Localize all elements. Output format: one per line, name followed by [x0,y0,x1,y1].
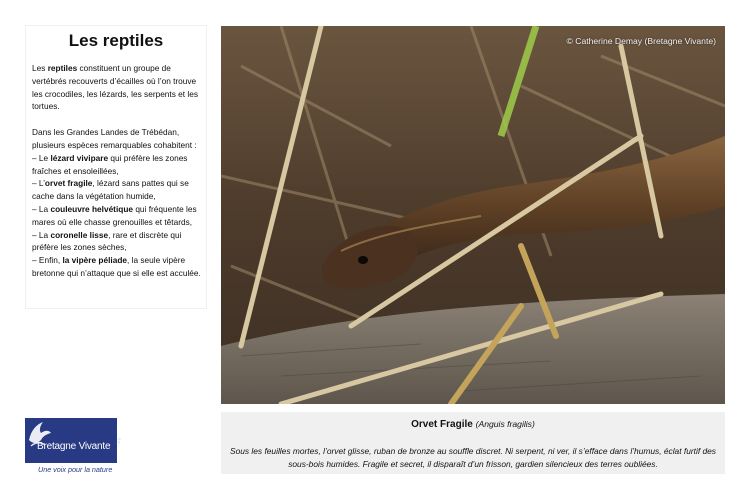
species-name: coronelle lisse [50,229,109,240]
caption-title [221,419,725,430]
caption-text: Sous les feuilles mortes, l’orvet glisse, ruban de bronze au souffle discret. Ni serpent, ni ver, il s’efface dans l’humus, éclat furtif des sous-bois humides. Fragile et secret, il disparaît d’un frisson, gardien silencieux des terres oubliées. [230,446,716,469]
intro-pre: Les [32,63,48,73]
species-item [32,254,202,280]
species-name: la vipère péliade [62,255,128,266]
page-title: Les reptiles [68,31,164,50]
species-latin-name: (Anguis fragilis) [475,419,535,429]
photo-credit: © Catherine Demay (Bretagne Vivante) [566,36,716,46]
intro-bold: reptiles [47,63,78,73]
species-suffix: qui fréquente les mares où elle chasse grenouilles et têtards, [32,203,197,227]
species-prefix: – Le [32,152,51,163]
info-text [32,62,202,280]
slow-worm-illustration [221,26,725,404]
species-suffix: , lézard sans pattes qui se cache dans la végétation humide, [32,178,189,202]
species-prefix: – La [32,203,51,214]
logo-web: .org [116,438,121,445]
bretagne-vivante-logo[interactable] [25,418,121,463]
logo-name: Bretagne Vivante [37,441,111,452]
photo-caption [221,412,725,474]
species-name: orvet fragile [44,178,93,189]
species-intro: Dans les Grandes Landes de Trébédan, plusieurs espèces remarquables cohabitent : [32,127,197,150]
species-prefix: – La [32,229,51,240]
species-item [32,177,202,203]
species-item [32,203,202,229]
species-name: lézard vivipare [50,152,109,163]
species-prefix: – L’ [32,178,45,189]
species-common-name: Orvet Fragile [411,419,473,430]
intro-post: constituent un groupe de vertébrés recouverts d’écailles où l’on trouve les crocodiles, les lézards, les serpents et les tortues. [32,63,199,112]
species-suffix: , rare et discrète qui préfère les zones sèches, [32,229,182,253]
info-panel [26,26,206,308]
species-paragraph [32,126,202,280]
species-item [32,152,202,178]
species-prefix: – Enfin, [32,255,63,266]
logo-tagline: Une voix pour la nature [38,465,113,474]
species-suffix: , la seule vipère bretonne qui n’attaque que si elle est acculée. [32,255,201,278]
species-name: couleuvre helvétique [50,203,134,214]
intro-paragraph [32,62,202,113]
slow-worm-photo [221,26,725,404]
species-item [32,229,202,255]
species-suffix: qui préfère les zones fraîches et ensoleillées, [32,152,188,176]
